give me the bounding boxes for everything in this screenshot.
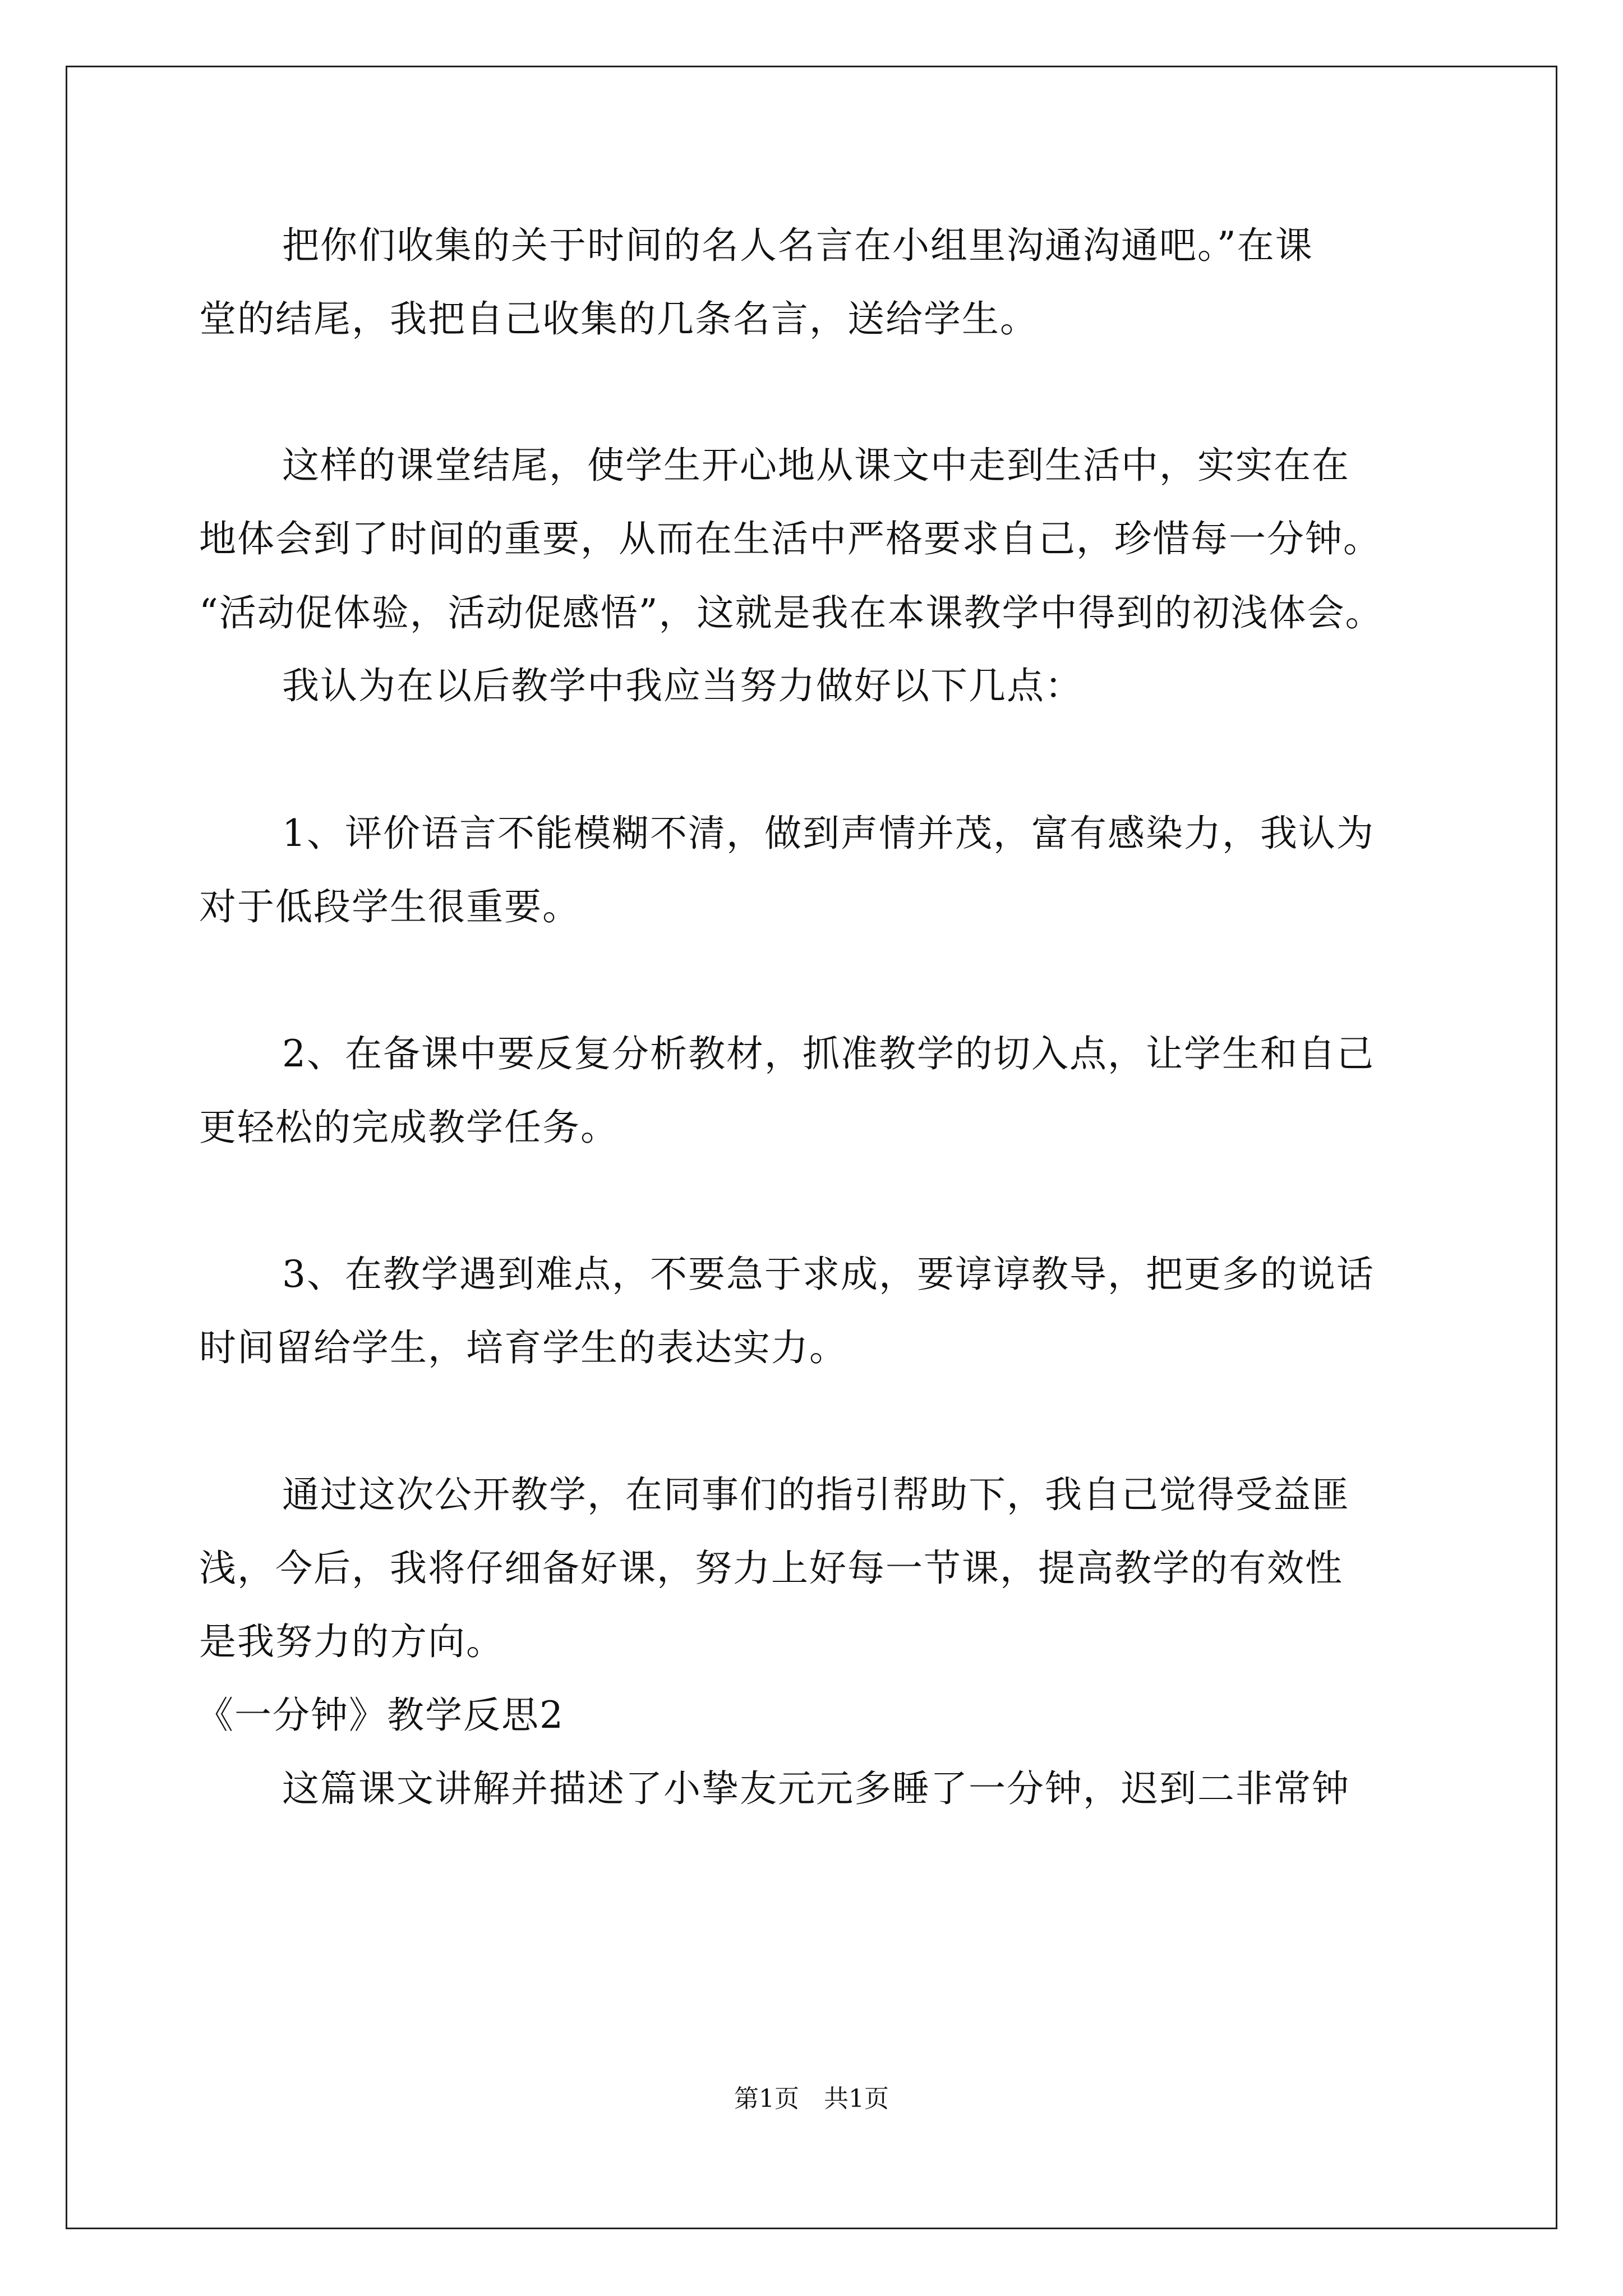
page-footer: 第1页 共1页 (734, 2085, 889, 2113)
paragraph-line: “活动促体验，活动促感悟”，这就是我在本课教学中得到的初浅体会。 (199, 591, 1384, 634)
paragraph-line: 这样的课堂结尾，使学生开心地从课文中走到生活中，实实在在 (282, 444, 1350, 487)
paragraph-line: 这篇课文讲解并描述了小挚友元元多睡了一分钟，迟到二非常钟 (282, 1767, 1350, 1810)
paragraph-line: 是我努力的方向。 (199, 1620, 504, 1663)
paragraph-line: 堂的结尾，我把自己收集的几条名言，送给学生。 (199, 297, 1038, 341)
list-item-line: 对于低段学生很重要。 (199, 885, 580, 928)
paragraph-line: 我认为在以后教学中我应当努力做好以下几点： (282, 664, 1083, 707)
list-item-line: 1、评价语言不能模糊不清，做到声情并茂，富有感染力，我认为 (282, 812, 1375, 855)
paragraph-line: 把你们收集的关于时间的名人名言在小组里沟通沟通吧。”在课 (282, 224, 1313, 267)
paragraph-line: 地体会到了时间的重要，从而在生活中严格要求自己，珍惜每一分钟。 (199, 517, 1381, 560)
paragraph-line: 通过这次公开教学，在同事们的指引帮助下，我自己觉得受益匪 (282, 1473, 1350, 1516)
list-item-line: 时间留给学生，培育学生的表达实力。 (199, 1326, 847, 1369)
list-item-line: 3、在教学遇到难点，不要急于求成，要谆谆教导，把更多的说话 (282, 1253, 1375, 1296)
section-heading: 《一分钟》教学反思2 (196, 1694, 564, 1737)
list-item-line: 2、在备课中要反复分析教材，抓准教学的切入点，让学生和自己 (282, 1032, 1375, 1075)
list-item-line: 更轻松的完成教学任务。 (199, 1106, 619, 1149)
paragraph-line: 浅，今后，我将仔细备好课，努力上好每一节课，提高教学的有效性 (199, 1547, 1343, 1590)
